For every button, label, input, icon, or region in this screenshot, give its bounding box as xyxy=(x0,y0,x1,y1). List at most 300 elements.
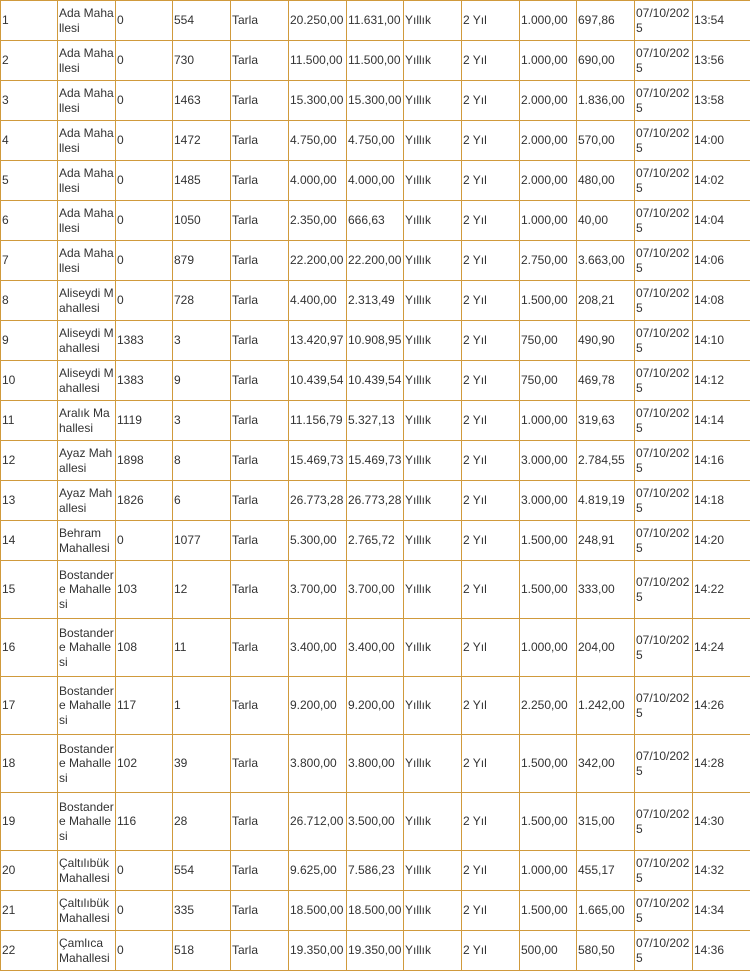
cell-neighborhood: Aralık Mahallesi xyxy=(58,401,116,441)
cell-neighborhood: Bostandere Mahallesi xyxy=(58,735,116,793)
cell-parcel-no: 3 xyxy=(173,321,231,361)
cell-row-number: 1 xyxy=(1,1,58,41)
cell-duration: 2 Yıl xyxy=(462,1,520,41)
cell-duration: 2 Yıl xyxy=(462,851,520,891)
cell-row-number: 12 xyxy=(1,441,58,481)
cell-rented-area: 2.765,72 xyxy=(347,521,404,561)
cell-tender-date: 07/10/2025 xyxy=(635,361,693,401)
cell-parcel-no: 728 xyxy=(173,281,231,321)
cell-tender-date: 07/10/2025 xyxy=(635,481,693,521)
cell-block-no: 116 xyxy=(116,793,173,851)
cell-period: Yıllık xyxy=(404,1,462,41)
cell-neighborhood: Ada Mahallesi xyxy=(58,241,116,281)
cell-land-type: Tarla xyxy=(231,1,289,41)
cell-tender-date: 07/10/2025 xyxy=(635,281,693,321)
cell-rent-amount: 3.663,00 xyxy=(577,241,635,281)
cell-period: Yıllık xyxy=(404,441,462,481)
table-row xyxy=(1,851,750,891)
cell-duration: 2 Yıl xyxy=(462,619,520,677)
cell-tender-date: 07/10/2025 xyxy=(635,521,693,561)
cell-tender-time: 14:02 xyxy=(693,161,750,201)
cell-tender-time: 14:32 xyxy=(693,851,750,891)
cell-row-number: 20 xyxy=(1,851,58,891)
table-row xyxy=(1,161,750,201)
cell-parcel-no: 8 xyxy=(173,441,231,481)
cell-tender-time: 13:58 xyxy=(693,81,750,121)
table-row xyxy=(1,281,750,321)
cell-row-number: 8 xyxy=(1,281,58,321)
cell-duration: 2 Yıl xyxy=(462,793,520,851)
cell-rent-amount: 342,00 xyxy=(577,735,635,793)
cell-rent-amount: 1.836,00 xyxy=(577,81,635,121)
cell-parcel-no: 554 xyxy=(173,1,231,41)
table-row xyxy=(1,201,750,241)
cell-rent-amount: 697,86 xyxy=(577,1,635,41)
cell-parcel-no: 11 xyxy=(173,619,231,677)
cell-parcel-no: 6 xyxy=(173,481,231,521)
cell-duration: 2 Yıl xyxy=(462,361,520,401)
cell-total-area: 22.200,00 xyxy=(289,241,347,281)
cell-row-number: 5 xyxy=(1,161,58,201)
cell-neighborhood: Çamlıca Mahallesi xyxy=(58,931,116,971)
table-row xyxy=(1,121,750,161)
cell-rent-amount: 4.819,19 xyxy=(577,481,635,521)
cell-land-type: Tarla xyxy=(231,851,289,891)
cell-rent-amount: 319,63 xyxy=(577,401,635,441)
cell-parcel-no: 12 xyxy=(173,561,231,619)
table-row xyxy=(1,321,750,361)
cell-period: Yıllık xyxy=(404,321,462,361)
cell-land-type: Tarla xyxy=(231,931,289,971)
cell-tender-time: 13:54 xyxy=(693,1,750,41)
cell-tender-time: 14:12 xyxy=(693,361,750,401)
cell-period: Yıllık xyxy=(404,793,462,851)
cell-period: Yıllık xyxy=(404,851,462,891)
cell-unit-price: 2.000,00 xyxy=(520,81,577,121)
cell-parcel-no: 879 xyxy=(173,241,231,281)
cell-row-number: 6 xyxy=(1,201,58,241)
cell-unit-price: 1.500,00 xyxy=(520,793,577,851)
cell-duration: 2 Yıl xyxy=(462,735,520,793)
cell-tender-date: 07/10/2025 xyxy=(635,441,693,481)
cell-duration: 2 Yıl xyxy=(462,201,520,241)
cell-total-area: 11.156,79 xyxy=(289,401,347,441)
cell-block-no: 0 xyxy=(116,81,173,121)
cell-land-type: Tarla xyxy=(231,41,289,81)
cell-unit-price: 3.000,00 xyxy=(520,441,577,481)
cell-tender-time: 14:04 xyxy=(693,201,750,241)
cell-total-area: 3.400,00 xyxy=(289,619,347,677)
table-body xyxy=(1,1,750,971)
cell-unit-price: 1.000,00 xyxy=(520,41,577,81)
cell-duration: 2 Yıl xyxy=(462,891,520,931)
cell-tender-time: 14:18 xyxy=(693,481,750,521)
cell-land-type: Tarla xyxy=(231,361,289,401)
cell-total-area: 13.420,97 xyxy=(289,321,347,361)
cell-rent-amount: 40,00 xyxy=(577,201,635,241)
cell-unit-price: 1.000,00 xyxy=(520,619,577,677)
cell-total-area: 4.400,00 xyxy=(289,281,347,321)
cell-block-no: 1898 xyxy=(116,441,173,481)
cell-block-no: 1383 xyxy=(116,321,173,361)
cell-unit-price: 1.500,00 xyxy=(520,735,577,793)
cell-neighborhood: Behram Mahallesi xyxy=(58,521,116,561)
cell-period: Yıllık xyxy=(404,481,462,521)
cell-land-type: Tarla xyxy=(231,561,289,619)
cell-row-number: 21 xyxy=(1,891,58,931)
cell-parcel-no: 1 xyxy=(173,677,231,735)
cell-tender-date: 07/10/2025 xyxy=(635,931,693,971)
cell-block-no: 0 xyxy=(116,41,173,81)
table-row xyxy=(1,931,750,971)
cell-parcel-no: 1077 xyxy=(173,521,231,561)
cell-unit-price: 750,00 xyxy=(520,361,577,401)
cell-duration: 2 Yıl xyxy=(462,561,520,619)
cell-rented-area: 26.773,28 xyxy=(347,481,404,521)
cell-duration: 2 Yıl xyxy=(462,521,520,561)
cell-total-area: 26.712,00 xyxy=(289,793,347,851)
cell-neighborhood: Aliseydi Mahallesi xyxy=(58,281,116,321)
cell-total-area: 26.773,28 xyxy=(289,481,347,521)
cell-land-type: Tarla xyxy=(231,441,289,481)
cell-tender-time: 14:34 xyxy=(693,891,750,931)
cell-row-number: 4 xyxy=(1,121,58,161)
cell-parcel-no: 9 xyxy=(173,361,231,401)
cell-period: Yıllık xyxy=(404,201,462,241)
cell-unit-price: 750,00 xyxy=(520,321,577,361)
cell-rented-area: 4.750,00 xyxy=(347,121,404,161)
cell-tender-date: 07/10/2025 xyxy=(635,677,693,735)
cell-tender-date: 07/10/2025 xyxy=(635,1,693,41)
cell-unit-price: 1.500,00 xyxy=(520,281,577,321)
cell-row-number: 16 xyxy=(1,619,58,677)
cell-land-type: Tarla xyxy=(231,521,289,561)
cell-rented-area: 3.400,00 xyxy=(347,619,404,677)
cell-duration: 2 Yıl xyxy=(462,931,520,971)
cell-tender-time: 14:20 xyxy=(693,521,750,561)
cell-parcel-no: 554 xyxy=(173,851,231,891)
cell-neighborhood: Bostandere Mahallesi xyxy=(58,619,116,677)
cell-rent-amount: 1.242,00 xyxy=(577,677,635,735)
cell-duration: 2 Yıl xyxy=(462,41,520,81)
cell-rent-amount: 248,91 xyxy=(577,521,635,561)
cell-unit-price: 3.000,00 xyxy=(520,481,577,521)
cell-rent-amount: 1.665,00 xyxy=(577,891,635,931)
cell-land-type: Tarla xyxy=(231,241,289,281)
cell-row-number: 9 xyxy=(1,321,58,361)
table-row xyxy=(1,677,750,735)
table-row xyxy=(1,81,750,121)
cell-rent-amount: 690,00 xyxy=(577,41,635,81)
cell-row-number: 19 xyxy=(1,793,58,851)
cell-neighborhood: Ada Mahallesi xyxy=(58,81,116,121)
cell-land-type: Tarla xyxy=(231,891,289,931)
cell-rented-area: 9.200,00 xyxy=(347,677,404,735)
cell-rent-amount: 315,00 xyxy=(577,793,635,851)
cell-period: Yıllık xyxy=(404,281,462,321)
cell-tender-time: 14:14 xyxy=(693,401,750,441)
cell-row-number: 10 xyxy=(1,361,58,401)
cell-total-area: 9.625,00 xyxy=(289,851,347,891)
cell-rented-area: 3.800,00 xyxy=(347,735,404,793)
cell-land-type: Tarla xyxy=(231,81,289,121)
cell-neighborhood: Ayaz Mahallesi xyxy=(58,441,116,481)
cell-land-type: Tarla xyxy=(231,281,289,321)
cell-block-no: 0 xyxy=(116,241,173,281)
cell-land-type: Tarla xyxy=(231,619,289,677)
cell-block-no: 103 xyxy=(116,561,173,619)
cell-total-area: 15.469,73 xyxy=(289,441,347,481)
cell-total-area: 2.350,00 xyxy=(289,201,347,241)
cell-duration: 2 Yıl xyxy=(462,481,520,521)
cell-unit-price: 1.500,00 xyxy=(520,561,577,619)
cell-row-number: 3 xyxy=(1,81,58,121)
cell-parcel-no: 335 xyxy=(173,891,231,931)
cell-period: Yıllık xyxy=(404,361,462,401)
cell-unit-price: 1.000,00 xyxy=(520,1,577,41)
cell-neighborhood: Bostandere Mahallesi xyxy=(58,677,116,735)
cell-rent-amount: 204,00 xyxy=(577,619,635,677)
cell-row-number: 14 xyxy=(1,521,58,561)
cell-period: Yıllık xyxy=(404,931,462,971)
cell-duration: 2 Yıl xyxy=(462,677,520,735)
cell-total-area: 20.250,00 xyxy=(289,1,347,41)
cell-total-area: 15.300,00 xyxy=(289,81,347,121)
cell-block-no: 0 xyxy=(116,121,173,161)
cell-block-no: 0 xyxy=(116,161,173,201)
cell-parcel-no: 1485 xyxy=(173,161,231,201)
cell-neighborhood: Ada Mahallesi xyxy=(58,1,116,41)
cell-rent-amount: 580,50 xyxy=(577,931,635,971)
cell-unit-price: 1.000,00 xyxy=(520,401,577,441)
cell-neighborhood: Ada Mahallesi xyxy=(58,121,116,161)
cell-neighborhood: Bostandere Mahallesi xyxy=(58,561,116,619)
cell-tender-time: 14:08 xyxy=(693,281,750,321)
cell-rented-area: 10.439,54 xyxy=(347,361,404,401)
cell-total-area: 5.300,00 xyxy=(289,521,347,561)
cell-tender-date: 07/10/2025 xyxy=(635,735,693,793)
cell-unit-price: 1.500,00 xyxy=(520,891,577,931)
cell-rented-area: 11.631,00 xyxy=(347,1,404,41)
cell-total-area: 4.750,00 xyxy=(289,121,347,161)
cell-land-type: Tarla xyxy=(231,321,289,361)
cell-block-no: 0 xyxy=(116,281,173,321)
cell-parcel-no: 39 xyxy=(173,735,231,793)
cell-tender-date: 07/10/2025 xyxy=(635,891,693,931)
cell-total-area: 9.200,00 xyxy=(289,677,347,735)
cell-period: Yıllık xyxy=(404,41,462,81)
cell-total-area: 11.500,00 xyxy=(289,41,347,81)
cell-tender-time: 14:30 xyxy=(693,793,750,851)
cell-rent-amount: 570,00 xyxy=(577,121,635,161)
cell-unit-price: 1.500,00 xyxy=(520,521,577,561)
cell-neighborhood: Ada Mahallesi xyxy=(58,41,116,81)
cell-neighborhood: Ada Mahallesi xyxy=(58,201,116,241)
cell-tender-time: 14:36 xyxy=(693,931,750,971)
cell-rent-amount: 490,90 xyxy=(577,321,635,361)
table-row xyxy=(1,561,750,619)
cell-tender-date: 07/10/2025 xyxy=(635,619,693,677)
cell-duration: 2 Yıl xyxy=(462,281,520,321)
cell-total-area: 19.350,00 xyxy=(289,931,347,971)
cell-period: Yıllık xyxy=(404,121,462,161)
cell-rent-amount: 208,21 xyxy=(577,281,635,321)
cell-land-type: Tarla xyxy=(231,735,289,793)
cell-parcel-no: 730 xyxy=(173,41,231,81)
cell-duration: 2 Yıl xyxy=(462,441,520,481)
cell-rented-area: 5.327,13 xyxy=(347,401,404,441)
table-row xyxy=(1,441,750,481)
cell-land-type: Tarla xyxy=(231,401,289,441)
cell-rented-area: 7.586,23 xyxy=(347,851,404,891)
cell-parcel-no: 3 xyxy=(173,401,231,441)
cell-total-area: 3.700,00 xyxy=(289,561,347,619)
cell-parcel-no: 1463 xyxy=(173,81,231,121)
cell-tender-date: 07/10/2025 xyxy=(635,121,693,161)
cell-block-no: 0 xyxy=(116,201,173,241)
cell-rented-area: 19.350,00 xyxy=(347,931,404,971)
cell-tender-date: 07/10/2025 xyxy=(635,201,693,241)
cell-rented-area: 18.500,00 xyxy=(347,891,404,931)
cell-tender-time: 14:26 xyxy=(693,677,750,735)
table-row xyxy=(1,793,750,851)
cell-rented-area: 15.300,00 xyxy=(347,81,404,121)
table-row xyxy=(1,891,750,931)
cell-rented-area: 3.500,00 xyxy=(347,793,404,851)
cell-total-area: 3.800,00 xyxy=(289,735,347,793)
cell-block-no: 0 xyxy=(116,891,173,931)
cell-tender-time: 14:10 xyxy=(693,321,750,361)
cell-block-no: 0 xyxy=(116,931,173,971)
table-row xyxy=(1,481,750,521)
cell-unit-price: 2.000,00 xyxy=(520,161,577,201)
cell-neighborhood: Aliseydi Mahallesi xyxy=(58,321,116,361)
cell-land-type: Tarla xyxy=(231,481,289,521)
table-row xyxy=(1,401,750,441)
cell-tender-time: 14:24 xyxy=(693,619,750,677)
cell-neighborhood: Bostandere Mahallesi xyxy=(58,793,116,851)
cell-block-no: 0 xyxy=(116,521,173,561)
cell-tender-time: 14:00 xyxy=(693,121,750,161)
cell-land-type: Tarla xyxy=(231,121,289,161)
cell-tender-date: 07/10/2025 xyxy=(635,561,693,619)
cell-tender-date: 07/10/2025 xyxy=(635,401,693,441)
cell-duration: 2 Yıl xyxy=(462,161,520,201)
cell-block-no: 1826 xyxy=(116,481,173,521)
cell-tender-time: 14:22 xyxy=(693,561,750,619)
cell-unit-price: 2.750,00 xyxy=(520,241,577,281)
cell-rented-area: 3.700,00 xyxy=(347,561,404,619)
cell-duration: 2 Yıl xyxy=(462,401,520,441)
cell-land-type: Tarla xyxy=(231,161,289,201)
cell-period: Yıllık xyxy=(404,161,462,201)
cell-block-no: 117 xyxy=(116,677,173,735)
cell-period: Yıllık xyxy=(404,401,462,441)
cell-parcel-no: 518 xyxy=(173,931,231,971)
cell-neighborhood: Çaltılıbük Mahallesi xyxy=(58,851,116,891)
table-row xyxy=(1,1,750,41)
cell-rented-area: 4.000,00 xyxy=(347,161,404,201)
cell-row-number: 7 xyxy=(1,241,58,281)
table-row xyxy=(1,735,750,793)
cell-block-no: 1119 xyxy=(116,401,173,441)
cell-unit-price: 2.000,00 xyxy=(520,121,577,161)
cell-tender-time: 14:28 xyxy=(693,735,750,793)
cell-tender-date: 07/10/2025 xyxy=(635,321,693,361)
cell-tender-time: 14:06 xyxy=(693,241,750,281)
cell-tender-date: 07/10/2025 xyxy=(635,161,693,201)
cell-neighborhood: Aliseydi Mahallesi xyxy=(58,361,116,401)
cell-period: Yıllık xyxy=(404,677,462,735)
cell-period: Yıllık xyxy=(404,735,462,793)
cell-rented-area: 666,63 xyxy=(347,201,404,241)
cell-tender-date: 07/10/2025 xyxy=(635,851,693,891)
cell-rent-amount: 333,00 xyxy=(577,561,635,619)
cell-row-number: 13 xyxy=(1,481,58,521)
table-row xyxy=(1,41,750,81)
cell-period: Yıllık xyxy=(404,561,462,619)
cell-unit-price: 500,00 xyxy=(520,931,577,971)
cell-land-type: Tarla xyxy=(231,793,289,851)
cell-rented-area: 15.469,73 xyxy=(347,441,404,481)
cell-tender-date: 07/10/2025 xyxy=(635,81,693,121)
cell-tender-time: 13:56 xyxy=(693,41,750,81)
cell-row-number: 15 xyxy=(1,561,58,619)
cell-period: Yıllık xyxy=(404,81,462,121)
cell-block-no: 0 xyxy=(116,851,173,891)
cell-duration: 2 Yıl xyxy=(462,81,520,121)
cell-row-number: 22 xyxy=(1,931,58,971)
cell-block-no: 108 xyxy=(116,619,173,677)
cell-parcel-no: 28 xyxy=(173,793,231,851)
cell-rent-amount: 455,17 xyxy=(577,851,635,891)
cell-unit-price: 1.000,00 xyxy=(520,201,577,241)
cell-period: Yıllık xyxy=(404,891,462,931)
cell-tender-date: 07/10/2025 xyxy=(635,241,693,281)
cell-rented-area: 10.908,95 xyxy=(347,321,404,361)
cell-rented-area: 11.500,00 xyxy=(347,41,404,81)
cell-neighborhood: Çaltılıbük Mahallesi xyxy=(58,891,116,931)
cell-total-area: 18.500,00 xyxy=(289,891,347,931)
cell-rented-area: 22.200,00 xyxy=(347,241,404,281)
cell-tender-date: 07/10/2025 xyxy=(635,41,693,81)
cell-tender-time: 14:16 xyxy=(693,441,750,481)
cell-block-no: 0 xyxy=(116,1,173,41)
cell-row-number: 2 xyxy=(1,41,58,81)
cell-block-no: 1383 xyxy=(116,361,173,401)
cell-duration: 2 Yıl xyxy=(462,321,520,361)
cell-land-type: Tarla xyxy=(231,677,289,735)
cell-period: Yıllık xyxy=(404,241,462,281)
cell-neighborhood: Ayaz Mahallesi xyxy=(58,481,116,521)
cell-total-area: 10.439,54 xyxy=(289,361,347,401)
table-row xyxy=(1,241,750,281)
cell-duration: 2 Yıl xyxy=(462,121,520,161)
cell-parcel-no: 1472 xyxy=(173,121,231,161)
cell-row-number: 17 xyxy=(1,677,58,735)
cell-unit-price: 2.250,00 xyxy=(520,677,577,735)
cell-rented-area: 2.313,49 xyxy=(347,281,404,321)
cell-parcel-no: 1050 xyxy=(173,201,231,241)
table-row xyxy=(1,361,750,401)
cell-rent-amount: 2.784,55 xyxy=(577,441,635,481)
cell-unit-price: 1.000,00 xyxy=(520,851,577,891)
cell-tender-date: 07/10/2025 xyxy=(635,793,693,851)
cell-total-area: 4.000,00 xyxy=(289,161,347,201)
cell-land-type: Tarla xyxy=(231,201,289,241)
cell-period: Yıllık xyxy=(404,521,462,561)
cell-rent-amount: 469,78 xyxy=(577,361,635,401)
